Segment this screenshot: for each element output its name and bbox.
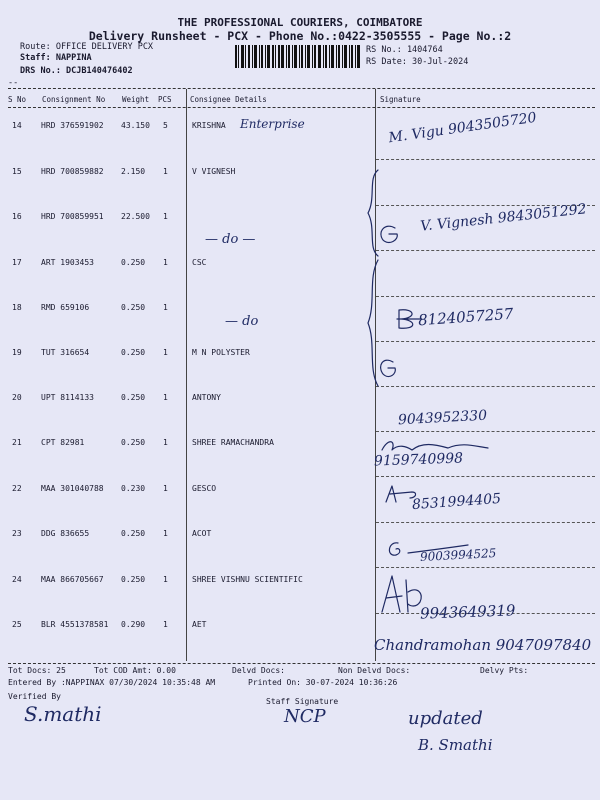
row-rule: [376, 567, 595, 568]
row-consignment: MAA 301040788: [41, 484, 104, 493]
table-row: [0, 484, 600, 528]
row-consignment: RMD 659106: [41, 303, 90, 312]
row-rule: [376, 250, 595, 251]
company-name: THE PROFESSIONAL COURIERS, COIMBATORE: [177, 16, 423, 29]
route-text: Route: OFFICE DELIVERY PCX: [20, 42, 154, 52]
delivery-points: Delvy Pts:: [480, 666, 529, 675]
row-sno: 23: [12, 529, 22, 538]
row-pcs: 5: [163, 121, 168, 130]
signature-row-23: 9003994525: [419, 546, 497, 564]
row-weight: 0.250: [121, 529, 146, 538]
row-sno: 18: [12, 303, 22, 312]
row-rule: [376, 296, 595, 297]
signature-row-22: 8531994405: [411, 490, 502, 514]
table-row: [0, 393, 600, 437]
signature-row-14: M. Vigu 9043505720: [387, 109, 538, 147]
row-rule: [376, 386, 595, 387]
entered-by: Entered By :NAPPINAX 07/30/2024 10:35:48 AM: [8, 678, 216, 687]
signature-row-21: 9159740998: [373, 450, 464, 470]
circled-initial: [375, 356, 403, 380]
row-weight: 0.250: [121, 348, 146, 357]
row-rule: [376, 159, 595, 160]
row-rule: [376, 522, 595, 523]
table-row: [0, 438, 600, 482]
row-consignee: SHREE RAMACHANDRA: [192, 438, 274, 447]
signature-row-24: 9943649319: [419, 601, 516, 623]
col-consignee: Consignee Details: [190, 95, 267, 104]
row-pcs: 1: [163, 348, 168, 357]
signature-scribble: [378, 436, 508, 456]
row-consignment: UPT 8114133: [41, 393, 94, 402]
row-consignee: GESCO: [192, 484, 217, 493]
table-row: [0, 529, 600, 573]
total-docs: Tot Docs: 25: [8, 666, 66, 675]
rs-number: RS No.: 1404764: [366, 45, 443, 55]
staff-text: Staff: NAPPINA: [20, 53, 92, 63]
row-pcs: 1: [163, 575, 168, 584]
signature-row-20: 9043952330: [397, 407, 488, 429]
row-sno: 21: [12, 438, 22, 447]
row-pcs: 1: [163, 167, 168, 176]
signature-scribble: [382, 482, 422, 506]
row-sno: 19: [12, 348, 22, 357]
header-bottom-rule: [8, 107, 595, 108]
staff-signature-label: Staff Signature: [266, 697, 339, 706]
row-sno: 20: [12, 393, 22, 402]
signature-row-18: 8124057257: [417, 304, 514, 330]
row-consignee: ACOT: [192, 529, 212, 538]
row-sno: 25: [12, 620, 22, 629]
row-weight: 0.250: [121, 393, 146, 402]
row-sno: 22: [12, 484, 22, 493]
col-weight: Weight: [122, 95, 150, 104]
row-consignee: KRISHNA: [192, 121, 226, 130]
signature-row-16: V. Vignesh 9843051292: [419, 201, 588, 235]
row-consignment: MAA 866705667: [41, 575, 104, 584]
row-rule: [376, 431, 595, 432]
signature-row-25: Chandramohan 9047097840: [374, 636, 592, 654]
row-consignee: M N POLYSTER: [192, 348, 250, 357]
row-consignee: SHREE VISHNU SCIENTIFIC: [192, 575, 303, 584]
row-pcs: 1: [163, 212, 168, 221]
row-rule: [376, 341, 595, 342]
row-consignment: HRD 700859951: [41, 212, 104, 221]
row-pcs: 1: [163, 258, 168, 267]
row-consignment: CPT 82981: [41, 438, 85, 447]
row-sno: 14: [12, 121, 22, 130]
row-pcs: 1: [163, 484, 168, 493]
row-consignment: BLR 4551378581: [41, 620, 109, 629]
row-weight: 2.150: [121, 167, 146, 176]
non-delivered-docs: Non Delvd Docs:: [338, 666, 411, 675]
delivered-docs: Delvd Docs:: [232, 666, 285, 675]
row-weight: 0.250: [121, 258, 146, 267]
drs-number: DRS No.: DCJB140476402: [20, 66, 133, 76]
signature-scribble: [395, 306, 423, 332]
circled-initial: [375, 222, 405, 246]
handwritten-note-ditto: — do —: [205, 232, 256, 247]
row-consignment: HRD 700859882: [41, 167, 104, 176]
total-cod-amount: Tot COD Amt: 0.00: [94, 666, 176, 675]
updated-note: updated: [408, 708, 483, 729]
handwritten-note-enterprise: Enterprise: [240, 117, 305, 131]
signature-scribble: [384, 537, 474, 561]
updated-by-signature: B. Smathi: [418, 736, 493, 754]
col-consignment: Consignment No: [42, 95, 106, 104]
barcode: [235, 45, 360, 68]
row-sno: 17: [12, 258, 22, 267]
row-weight: 0.250: [121, 438, 146, 447]
row-consignment: DDG 836655: [41, 529, 90, 538]
row-weight: 0.250: [121, 303, 146, 312]
row-sno: 16: [12, 212, 22, 221]
rs-date: RS Date: 30-Jul-2024: [366, 57, 469, 67]
row-consignment: TUT 316654: [41, 348, 90, 357]
table-row: [0, 348, 600, 392]
table-top-rule: [8, 88, 595, 89]
row-weight: 0.290: [121, 620, 146, 629]
table-row: [0, 258, 600, 302]
row-sno: 15: [12, 167, 22, 176]
staff-signature: NCP: [284, 706, 326, 727]
row-consignee: CSC: [192, 258, 207, 267]
row-consignment: ART 1903453: [41, 258, 94, 267]
row-consignee: AET: [192, 620, 207, 629]
col-sno: S No: [8, 95, 27, 104]
row-pcs: 1: [163, 303, 168, 312]
row-pcs: 1: [163, 529, 168, 538]
signature-scribble: [378, 572, 428, 616]
row-consignment: HRD 376591902: [41, 121, 104, 130]
row-rule: [376, 476, 595, 477]
row-pcs: 1: [163, 620, 168, 629]
row-pcs: 1: [163, 393, 168, 402]
col-signature: Signature: [380, 95, 421, 104]
corner-mark: --: [8, 78, 19, 88]
row-sno: 24: [12, 575, 22, 584]
runsheet-title: Delivery Runsheet - PCX - Phone No.:0422-3505555 - Page No.:2: [88, 29, 512, 43]
col-pcs: PCS: [158, 95, 172, 104]
row-weight: 0.230: [121, 484, 146, 493]
row-weight: 22.500: [121, 212, 150, 221]
row-consignee: ANTONY: [192, 393, 221, 402]
table-row: [0, 167, 600, 211]
footer-top-rule: [8, 663, 595, 664]
row-weight: 43.150: [121, 121, 150, 130]
row-consignee: V VIGNESH: [192, 167, 236, 176]
row-weight: 0.250: [121, 575, 146, 584]
verified-by-label: Verified By: [8, 692, 61, 701]
printed-on: Printed On: 30-07-2024 10:36:26: [248, 678, 398, 687]
verifier-signature: S.mathi: [24, 702, 102, 726]
row-pcs: 1: [163, 438, 168, 447]
handwritten-note-ditto: — do: [225, 314, 259, 329]
